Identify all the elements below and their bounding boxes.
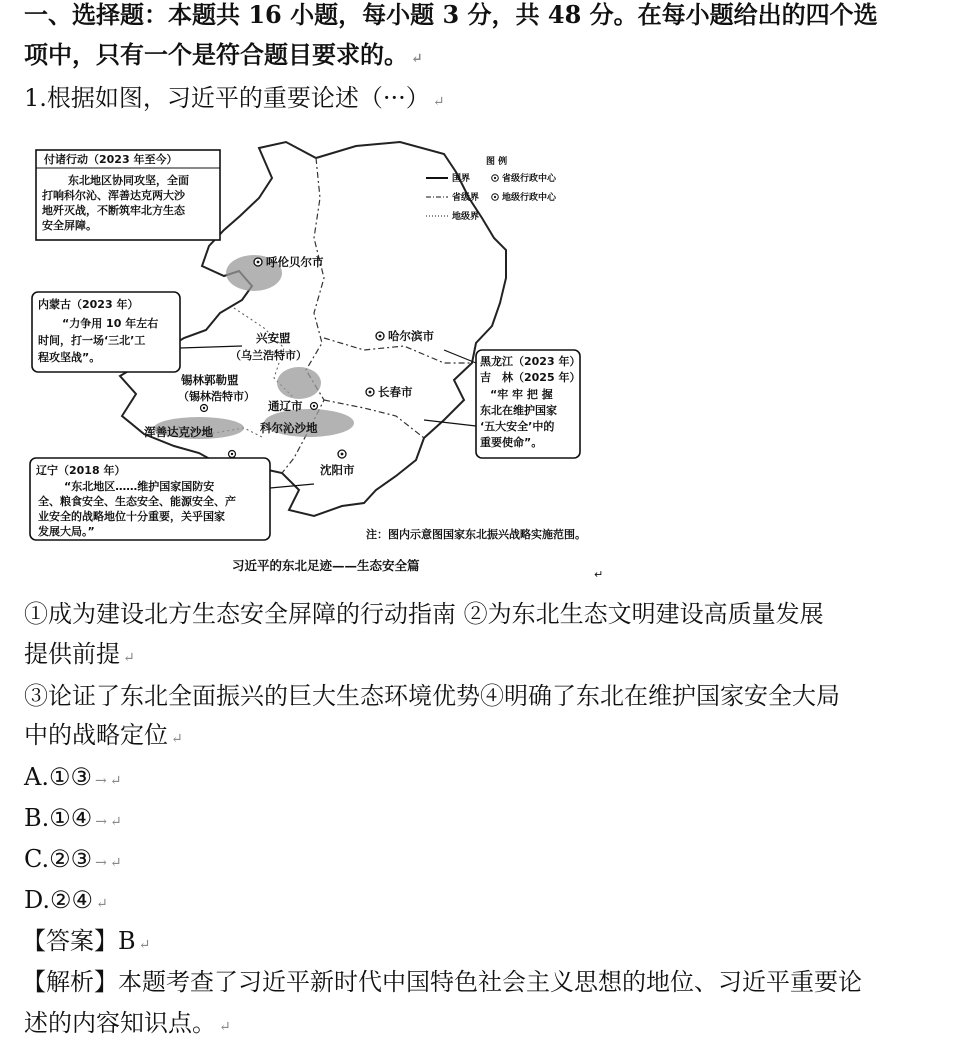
paragraph-mark: ↵: [138, 937, 151, 953]
statement-line3: ③论证了东北全面振兴的巨大生态环境优势④明确了东北在维护国家安全大局: [24, 682, 840, 710]
svg-text:全、粮食安全、生态安全、能源安全、产: 全、粮食安全、生态安全、能源安全、产: [38, 495, 236, 508]
box-top-left: [36, 150, 220, 240]
map-caption: 习近平的东北足迹——生态安全篇: [232, 558, 420, 573]
option-d: D.②④ ↵: [24, 886, 108, 914]
paragraph-mark: ↵: [219, 1019, 231, 1035]
paragraph-mark: ↵: [432, 94, 445, 110]
paragraph-mark: ↵: [123, 650, 135, 666]
map-note: 注：图内示意图国家东北振兴战略实施范围。: [366, 528, 586, 541]
tab-arrow-mark: →: [95, 855, 107, 871]
svg-text:内蒙古（2023 年）: 内蒙古（2023 年）: [38, 298, 139, 311]
place-horqin: 科尔沁沙地: [260, 421, 318, 435]
paragraph-mark: ↵: [110, 814, 122, 830]
statement-line2: 提供前提 ↵: [24, 640, 135, 668]
statement-line4: 中的战略定位 ↵: [24, 721, 183, 749]
svg-text:安全屏障。: 安全屏障。: [42, 219, 97, 232]
svg-text:国界: 国界: [452, 174, 471, 184]
option-c: C.②③ → ↵: [24, 845, 122, 873]
answer-line: 【答案】B ↵: [22, 927, 151, 955]
svg-text:发展大局。”: 发展大局。”: [38, 525, 95, 538]
analysis-line2: 述的内容知识点。 ↵: [24, 1009, 231, 1037]
svg-text:时间，打一场‘三北’工: 时间，打一场‘三北’工: [38, 334, 146, 347]
svg-text:辽宁（2018 年）: 辽宁（2018 年）: [36, 464, 126, 477]
question-stem: 1.根据如图，习近平的重要论述（···） ↵: [24, 84, 445, 112]
svg-text:地歼灭战，不断筑牢北方生态: 地歼灭战，不断筑牢北方生态: [42, 204, 185, 217]
svg-text:打响科尔沁、浑善达克两大沙: 打响科尔沁、浑善达克两大沙: [42, 189, 185, 202]
svg-text:“东北地区……维护国家国防安: “东北地区……维护国家国防安: [64, 480, 215, 493]
northeast-map-figure: [24, 138, 604, 581]
paragraph-mark: ↵: [96, 896, 108, 912]
svg-text:通辽市: 通辽市: [268, 399, 303, 413]
paragraph-mark: ↵: [594, 568, 604, 581]
svg-text:图 例: 图 例: [486, 157, 508, 167]
svg-text:‘五大安全’中的: ‘五大安全’中的: [480, 420, 555, 433]
svg-text:黑龙江（2023 年）: 黑龙江（2023 年）: [480, 355, 581, 368]
paragraph-mark: ↵: [411, 51, 423, 67]
analysis-line1: 【解析】本题考查了习近平新时代中国特色社会主义思想的地位、习近平重要论: [22, 968, 862, 996]
svg-text:锡林郭勒盟: 锡林郭勒盟: [181, 373, 239, 387]
svg-text:地级界: 地级界: [452, 212, 480, 222]
section-header-line1: 一、选择题：本题共 16 小题，每小题 3 分，共 48 分。在每小题给出的四个选: [24, 0, 878, 29]
svg-text:哈尔滨市: 哈尔滨市: [388, 329, 434, 343]
statement-line1: ①成为建设北方生态安全屏障的行动指南 ②为东北生态文明建设高质量发展: [24, 600, 824, 628]
svg-text:兴安盟: 兴安盟: [256, 331, 291, 345]
svg-text:程攻坚战”。: 程攻坚战”。: [38, 351, 101, 364]
svg-text:东北在维护国家: 东北在维护国家: [480, 404, 557, 417]
paragraph-mark: ↵: [109, 855, 122, 871]
option-a: A.①③ → ↵: [24, 763, 122, 791]
place-hunshandake: 浑善达克沙地: [144, 425, 213, 439]
svg-text:（乌兰浩特市）: （乌兰浩特市）: [230, 349, 307, 362]
section-header-line2: 项中，只有一个是符合题目要求的。 ↵: [24, 40, 423, 69]
svg-text:“力争用 10 年左右: “力争用 10 年左右: [62, 317, 159, 330]
svg-text:吉 林（2025 年）: 吉 林（2025 年）: [480, 371, 581, 384]
tab-arrow-mark: →: [95, 814, 108, 830]
paragraph-mark: ↵: [171, 731, 183, 747]
svg-text:重要使命”。: 重要使命”。: [480, 436, 543, 449]
option-b: B.①④ → ↵: [24, 804, 122, 832]
svg-text:沈阳市: 沈阳市: [320, 463, 355, 477]
svg-text:长春市: 长春市: [378, 385, 413, 399]
svg-text:地级行政中心: 地级行政中心: [502, 193, 557, 203]
svg-text:业安全的战略地位十分重要，关乎国家: 业安全的战略地位十分重要，关乎国家: [38, 510, 225, 523]
svg-text:省级界: 省级界: [452, 193, 480, 203]
paragraph-mark: ↵: [109, 773, 122, 789]
svg-text:（锡林浩特市）: （锡林浩特市）: [178, 390, 255, 403]
svg-text:东北地区协同攻坚，全面: 东北地区协同攻坚，全面: [68, 174, 189, 187]
svg-text:省级行政中心: 省级行政中心: [502, 174, 557, 184]
svg-text:“牢 牢 把 握: “牢 牢 把 握: [490, 388, 553, 401]
tab-arrow-mark: →: [95, 773, 107, 789]
svg-text:呼伦贝尔市: 呼伦贝尔市: [266, 255, 324, 269]
svg-text:付诸行动（2023 年至今）: 付诸行动（2023 年至今）: [44, 153, 178, 166]
